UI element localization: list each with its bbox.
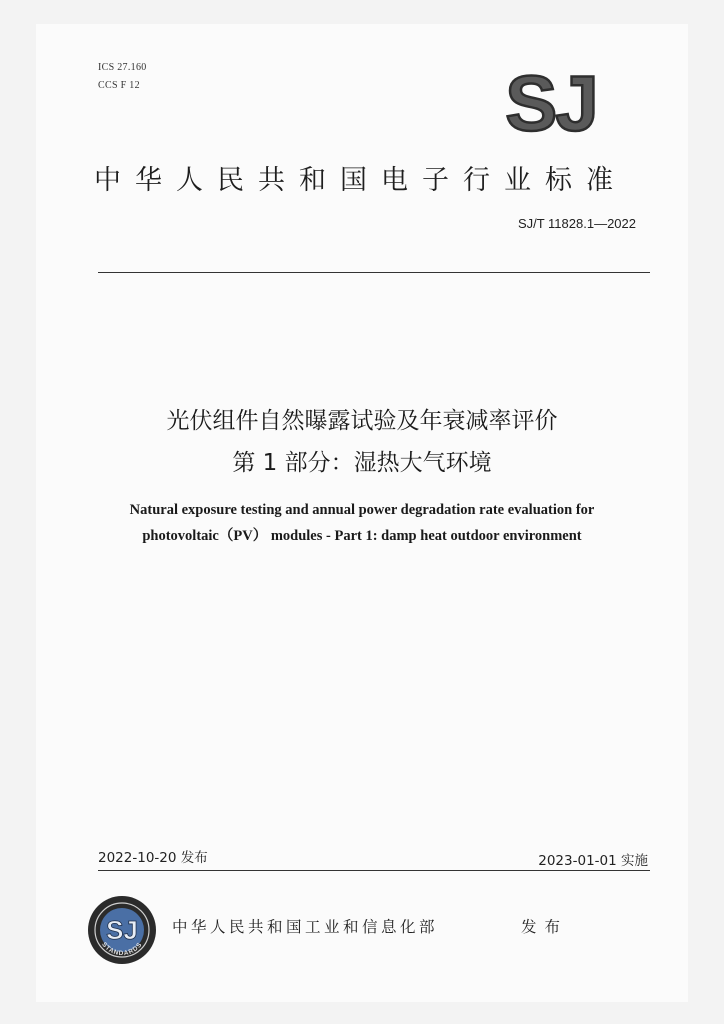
sj-logo (496, 64, 606, 140)
english-title-line-1: Natural exposure testing and annual power degradation rate evaluation for (129, 502, 595, 518)
seal-ring-text: STANDARDS (100, 941, 144, 958)
industry-standard-title: 中华人民共和国电子行业标准 (94, 165, 627, 196)
issue-label: 发布 (521, 918, 569, 936)
sj-logo-text: SJ (505, 64, 597, 140)
ministry-seal-icon (86, 894, 158, 966)
bottom-divider (98, 870, 650, 871)
seal-text: SJ (106, 915, 138, 945)
issue-date: 2022-10-20 发布 (98, 850, 208, 866)
chinese-title-line-2: 第 1 部分：湿热大气环境 (232, 450, 492, 476)
ccs-code: CCS F 12 (98, 80, 140, 91)
ics-code: ICS 27.160 (98, 62, 147, 73)
chinese-title-line-1: 光伏组件自然曝露试验及年衰减率评价 (166, 408, 558, 434)
standard-number: SJ/T 11828.1—2022 (517, 216, 636, 231)
implementation-date: 2023-01-01 实施 (538, 853, 648, 869)
english-title-line-2: photovoltaic（PV） modules - Part 1: damp heat outdoor environment (142, 528, 582, 544)
top-divider (98, 272, 650, 273)
document-page (36, 24, 688, 1002)
issuing-authority: 中华人民共和国工业和信息化部 (172, 918, 439, 936)
